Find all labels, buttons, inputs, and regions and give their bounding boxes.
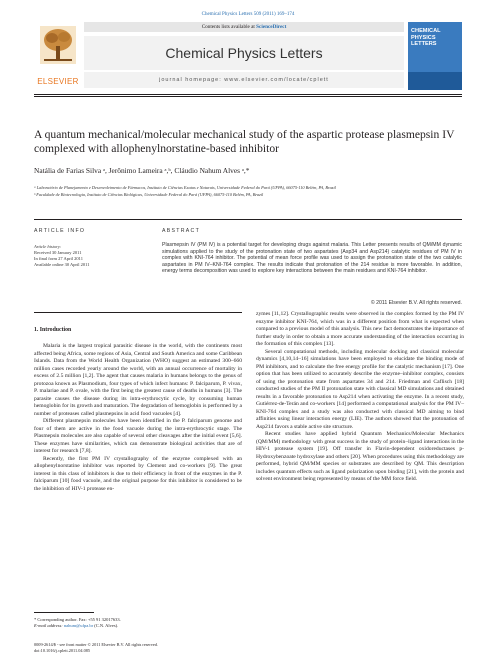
- author-list: Natália de Farias Silva ᵃ, Jerônimo Lameira ᵃ,ᵇ, Cláudio Nahum Alves ᵃ,*: [34, 166, 250, 175]
- tree-icon: [40, 26, 76, 64]
- history-label: Article history:: [34, 244, 62, 249]
- intro-paragraph-1: Malaria is the largest tropical parasitic disease in the world, with the continents most affected being Africa, some regions of Asia, Central and South America and some Caribbean Islands. Data from the World Health Organization (WHO) suggest an estimated 300–660 million cases recorded yearly around the world, with an annual occurrence of mortality in excess of 2.5 million [1,2]. The agent that causes malaria in humans belongs to the genus of protozoa known as Plasmodium, four types of which infect humans: P. falciparum, P. vivax, P. malariae and P. ovale, with the first being the greatest cause of deaths in humans [3]. The parasite causes the disease during its intra-erythrocytic cycle, by consuming human hemoglobin for its growth and maturation. The degradation of hemoglobin is performed by a number of proteases called plasmepsins in acid food vacuoles [4].: [34, 343, 242, 417]
- email-link[interactable]: nahum@ufpa.br: [63, 623, 94, 628]
- abstract-text: Plasmepsin IV (PM IV) is a potential target for developing drugs against malaria. This Letter presents results of QM/MM dynamic simulations applied to the study of the protonation state of two aspartates (Asp34 and Asp214) catalytic residues of PM IV in complex with KNI-764 inhibitor. The potential of mean force profile was used to assign the protonation state of the two catalytic aspartates in PM IV–KNI-764 complex. The results indicate that protonation of the 214 residue is more favorable. In addition, energy terms decomposition was used to explore key interactions between the main residues and KNI-764 inhibitor.: [162, 242, 462, 275]
- sciencedirect-link[interactable]: ScienceDirect: [256, 24, 287, 30]
- journal-homepage[interactable]: journal homepage: www.elsevier.com/locate/cplett: [84, 72, 404, 88]
- elsevier-logo: [34, 22, 82, 90]
- available-date: Available online 30 April 2011: [34, 262, 90, 267]
- contents-prefix: Contents lists available at: [201, 24, 257, 30]
- info-rule: [34, 219, 462, 220]
- section-heading: 1. Introduction: [34, 327, 72, 333]
- email-line: [34, 623, 242, 629]
- intro-paragraph-4: zymes [11,12]. Crystallographic results were observed in the complex formed by the PM IV enzyme inhibitor KNI-764, which was in a different position from what is expected when compared to a previous model of this analysis. This new fact demonstrates the importance of further study in order to obtain a more accurate understanding of the interaction occurring in the formation of this complex [13].: [256, 311, 464, 347]
- doi-link[interactable]: doi:10.1016/j.cplett.2011.04.085: [34, 647, 91, 653]
- corresponding-author: * Corresponding author. Fax: +55 91 32017633.: [34, 617, 121, 622]
- affiliation-b: ᵇ Faculdade de Biotecnologia, Instituto de Ciências Biológicas, Universidade Federal do Pará (UFPA), 66075-110 Belém, PA, Brazil: [34, 192, 264, 197]
- right-column: [256, 311, 464, 484]
- footnote-rule: [34, 612, 94, 613]
- footnote: [34, 617, 242, 629]
- final-form-date: In final form 27 April 2011: [34, 256, 83, 261]
- journal-cover: [408, 22, 462, 90]
- journal-title: Chemical Physics Letters: [84, 36, 404, 70]
- header-rule-2: [34, 96, 462, 97]
- copyright: © 2011 Elsevier B.V. All rights reserved.: [370, 300, 462, 306]
- article-title: A quantum mechanical/molecular mechanical study of the aspartic protease plasmepsin IV complexed with allophenylnorstatine-based inhibitor: [34, 128, 455, 155]
- cover-title: CHEMICAL PHYSICS LETTERS: [411, 28, 441, 47]
- header-rule: [34, 94, 462, 95]
- left-column: [34, 343, 242, 493]
- received-date: Received 30 January 2011: [34, 250, 82, 255]
- bottom-info: [34, 642, 294, 653]
- intro-paragraph-2: Different plasmepsin molecules have been identified in the P. falciparum genome and four of them are active in the food vacuole during the intra-erythrocytic stage. The Plasmepsin molecules are also capable of several other cleavages after the initial event [5,6]. These enzymes have similarities, which can demonstrate biological activities that are of interest for research [7,8].: [34, 418, 242, 454]
- intro-paragraph-5: Several computational methods, including molecular docking and classical molecular dynamics [4,10,14–16] simulations have been employed to elucidate the binding mode of PM inhibitors, and to calculate the free energy profile for the catalytic mechanism [17]. One option that has been utilized to accurately describe the enzyme–inhibitor complex, consists of using the protonation state from aspartates 34 and 214. Friedman and Caflisch [18] conducted studies of the PM II protonation state with classical MD simulations and obtained results in a favorable protonation to Asp214 when activating the enzyme. In a recent study, Gutiérrez-de-Terán and co-workers [14] performed a computational analysis for the PM IV–KNI-764 complex and a study was also conducted with classical MD aiming to bind affinities using linear interaction energy (LIE). The authors showed that the protonation of Asp214 favors a stable active site structure.: [256, 348, 464, 430]
- email-label: E-mail address:: [34, 623, 64, 628]
- email-suffix: (C.N. Alves).: [93, 623, 119, 628]
- issn-line: 0009-2614/$ - see front matter © 2011 Elsevier B.V. All rights reserved.: [34, 642, 159, 647]
- affiliation-a: ᵃ Laboratório de Planejamento e Desenvolvimento de Fármacos, Instituto de Ciências Exatas e Naturais, Universidade Federal do Pará (UFPA), 66075-110 Belém, PA, Brazil: [34, 185, 336, 190]
- section-rule: [34, 312, 242, 313]
- publisher-logo-text: ELSEVIER: [37, 77, 79, 86]
- journal-reference[interactable]: Chemical Physics Letters 509 (2011) 169–174: [201, 12, 295, 17]
- abstract-label: ABSTRACT: [162, 228, 201, 234]
- intro-paragraph-3: Recently, the first PM IV crystallography of the enzyme complexed with an allophenylnorstatine inhibitor was reported by Clement and co-workers [9]. The great interest in this class of inhibitors is due to their efficiency in front of the enzymes in the P. falciparum [10] food vacuole, and the original purpose for this inhibitor is considered to be the inhibition of HIV-1 protease en-: [34, 455, 242, 492]
- intro-paragraph-6: Recent studies have applied hybrid Quantum Mechanics/Molecular Mechanics (QM/MM) methodology with great success in the study of protein–ligand interactions in the HIV-1 protease system [19]. Off transfer in Flavin-dependent oxidoreductases p-Hydroxybenzoate hydroxylase and others [20]. When procedures using this methodology are performed, hybrid QM/MM species or substrates are described by QM. This description includes quantum effects such as ligand polarization upon binding [21], with the protein and solvent environment being represented by means of the MM force field.: [256, 431, 464, 482]
- article-info-label: ARTICLE INFO: [34, 228, 86, 234]
- article-history: [34, 244, 144, 268]
- cover-band: [408, 72, 462, 90]
- contents-bar: [84, 22, 404, 32]
